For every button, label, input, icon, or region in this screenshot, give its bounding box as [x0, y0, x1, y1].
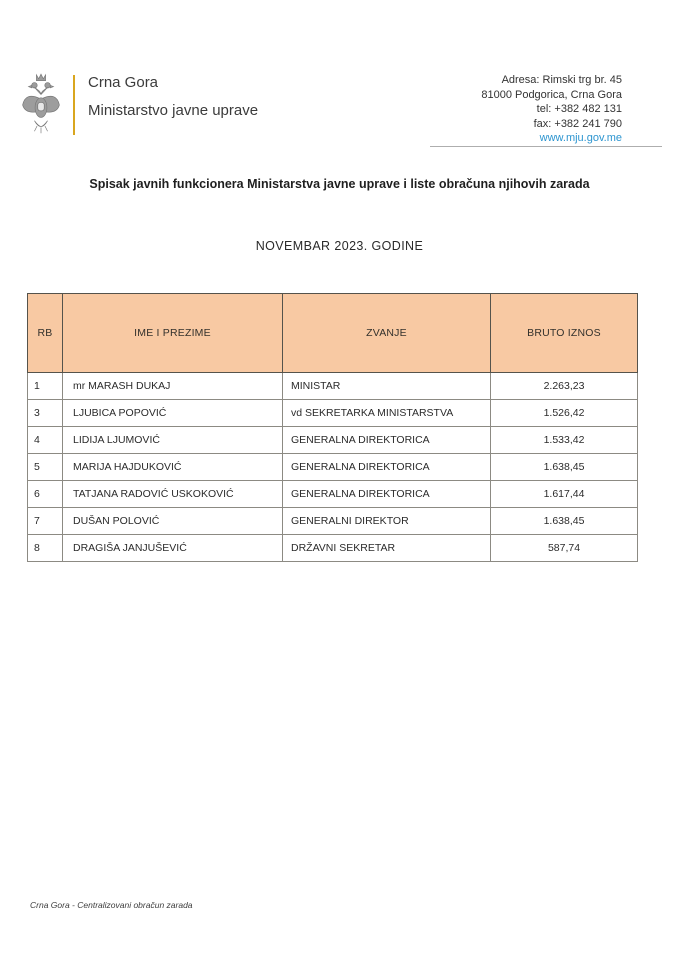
- table-row: [28, 481, 638, 508]
- table-cell-rb: 4: [28, 427, 63, 454]
- salary-table-body: [28, 373, 638, 562]
- table-cell-title: vd SEKRETARKA MINISTARSTVA: [283, 400, 491, 427]
- table-cell-name: DUŠAN POLOVIĆ: [63, 508, 283, 535]
- table-cell-rb: 3: [28, 400, 63, 427]
- table-row: [28, 535, 638, 562]
- table-cell-name: DRAGIŠA JANJUŠEVIĆ: [63, 535, 283, 562]
- table-cell-amount: 1.617,44: [491, 481, 638, 508]
- coat-of-arms-icon: [20, 72, 62, 138]
- table-cell-amount: 1.533,42: [491, 427, 638, 454]
- table-cell-rb: 1: [28, 373, 63, 400]
- column-header-name: IME I PREZIME: [63, 294, 283, 373]
- table-header-row: [28, 294, 638, 373]
- table-cell-rb: 6: [28, 481, 63, 508]
- letterhead-left: [20, 72, 258, 146]
- table-cell-amount: 587,74: [491, 535, 638, 562]
- address-block: [481, 72, 622, 146]
- table-cell-title: GENERALNI DIREKTOR: [283, 508, 491, 535]
- column-header-title: ZVANJE: [283, 294, 491, 373]
- table-cell-title: GENERALNA DIREKTORICA: [283, 481, 491, 508]
- table-cell-name: mr MARASH DUKAJ: [63, 373, 283, 400]
- letterhead: [20, 72, 622, 146]
- table-cell-amount: 1.638,45: [491, 508, 638, 535]
- org-department: Ministarstvo javne uprave: [88, 102, 259, 119]
- document-period: NOVEMBAR 2023. GODINE: [255, 239, 424, 253]
- salary-table: [27, 293, 638, 562]
- address-line-city: 81000 Podgorica, Crna Gora: [481, 88, 622, 101]
- table-cell-rb: 5: [28, 454, 63, 481]
- table-cell-amount: 1.638,45: [491, 454, 638, 481]
- table-row: [28, 454, 638, 481]
- column-header-amount: BRUTO IZNOS: [491, 294, 638, 373]
- table-cell-name: TATJANA RADOVIĆ USKOKOVIĆ: [63, 481, 283, 508]
- table-cell-name: LIDIJA LJUMOVIĆ: [63, 427, 283, 454]
- table-cell-amount: 2.263,23: [491, 373, 638, 400]
- address-line-street: Adresa: Rimski trg br. 45: [501, 74, 622, 86]
- table-row: [28, 400, 638, 427]
- table-cell-title: MINISTAR: [283, 373, 491, 400]
- table-cell-title: GENERALNA DIREKTORICA: [283, 427, 491, 454]
- gold-divider: [73, 75, 75, 135]
- column-header-rb: RB: [28, 294, 63, 373]
- table-cell-rb: 7: [28, 508, 63, 535]
- address-underline: [430, 146, 662, 147]
- table-cell-name: MARIJA HAJDUKOVIĆ: [63, 454, 283, 481]
- footer-note: Crna Gora - Centralizovani obračun zarada: [30, 900, 193, 910]
- table-cell-name: LJUBICA POPOVIĆ: [63, 400, 283, 427]
- fax-line: fax: +382 241 790: [533, 117, 622, 130]
- phone-line: tel: +382 482 131: [536, 103, 622, 115]
- table-cell-amount: 1.526,42: [491, 400, 638, 427]
- org-block: [88, 72, 258, 119]
- table-cell-title: GENERALNA DIREKTORICA: [283, 454, 491, 481]
- table-row: [28, 427, 638, 454]
- website-link[interactable]: www.mju.gov.me: [539, 132, 622, 144]
- table-cell-rb: 8: [28, 535, 63, 562]
- org-name: Crna Gora: [88, 74, 159, 91]
- document-title: Spisak javnih funkcionera Ministarstva javne uprave i liste obračuna njihovih zarada: [89, 177, 590, 191]
- table-row: [28, 373, 638, 400]
- table-row: [28, 508, 638, 535]
- table-cell-title: DRŽAVNI SEKRETAR: [283, 535, 491, 562]
